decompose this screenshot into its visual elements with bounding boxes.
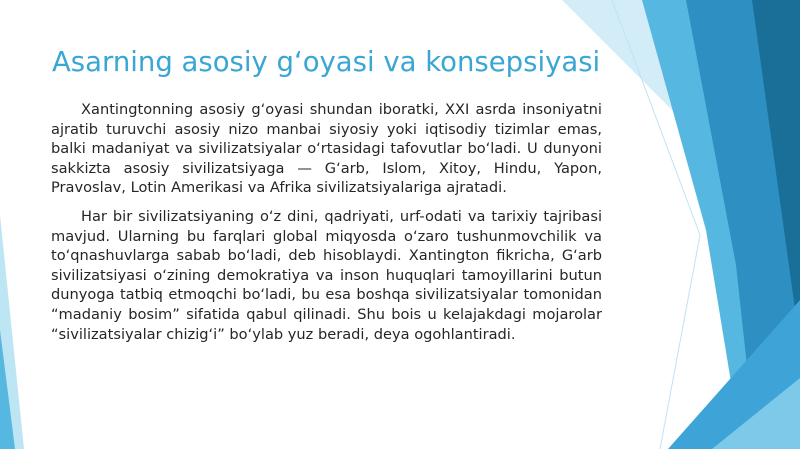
paragraph-1: Xantingtonning asosiy g‘oyasi shundan iboratki, XXI asrda insoniyatni ajratib turuvchi asosiy nizo manbai siyosiy yoki iqtisodiy tizimlar emas, balki madaniyat va sivilizatsiyalar o‘rtasidagi tafovutlar bo‘ladi. U dunyoni sakkizta asosiy sivilizatsiyaga — G‘arb, Islom, Xitoy, Hindu, Yapon, Pravoslav, Lotin Amerikasi va Afrika sivilizatsiyalariga ajratadi. <box>51 101 602 197</box>
slide-title: Asarning asosiy g‘oyasi va konsepsiyasi <box>52 46 601 78</box>
slide-body <box>51 100 602 353</box>
paragraph-2: Har bir sivilizatsiyaning o‘z dini, qadriyati, urf-odati va tarixiy tajribasi mavjud. Ularning bu farqlari global miqyosda o‘zaro tushunmovchilik va to‘qnashuvlarga sabab bo‘ladi, deb hisoblaydi. Xantington fikricha, G‘arb sivilizatsiyasi o‘zining demokratiya va inson huquqlari tamoyillarini butun dunyoga tatbiq etmoqchi bo‘ladi, bu esa boshqa sivilizatsiyalar tomonidan “madaniy bosim” sifatida qabul qilinadi. Shu bois u kelajakdagi mojarolar “sivilizatsiyalar chizig‘i” bo‘ylab yuz beradi, deya ogohlantiradi. <box>51 207 602 343</box>
right-panel-line-lower <box>660 235 700 449</box>
